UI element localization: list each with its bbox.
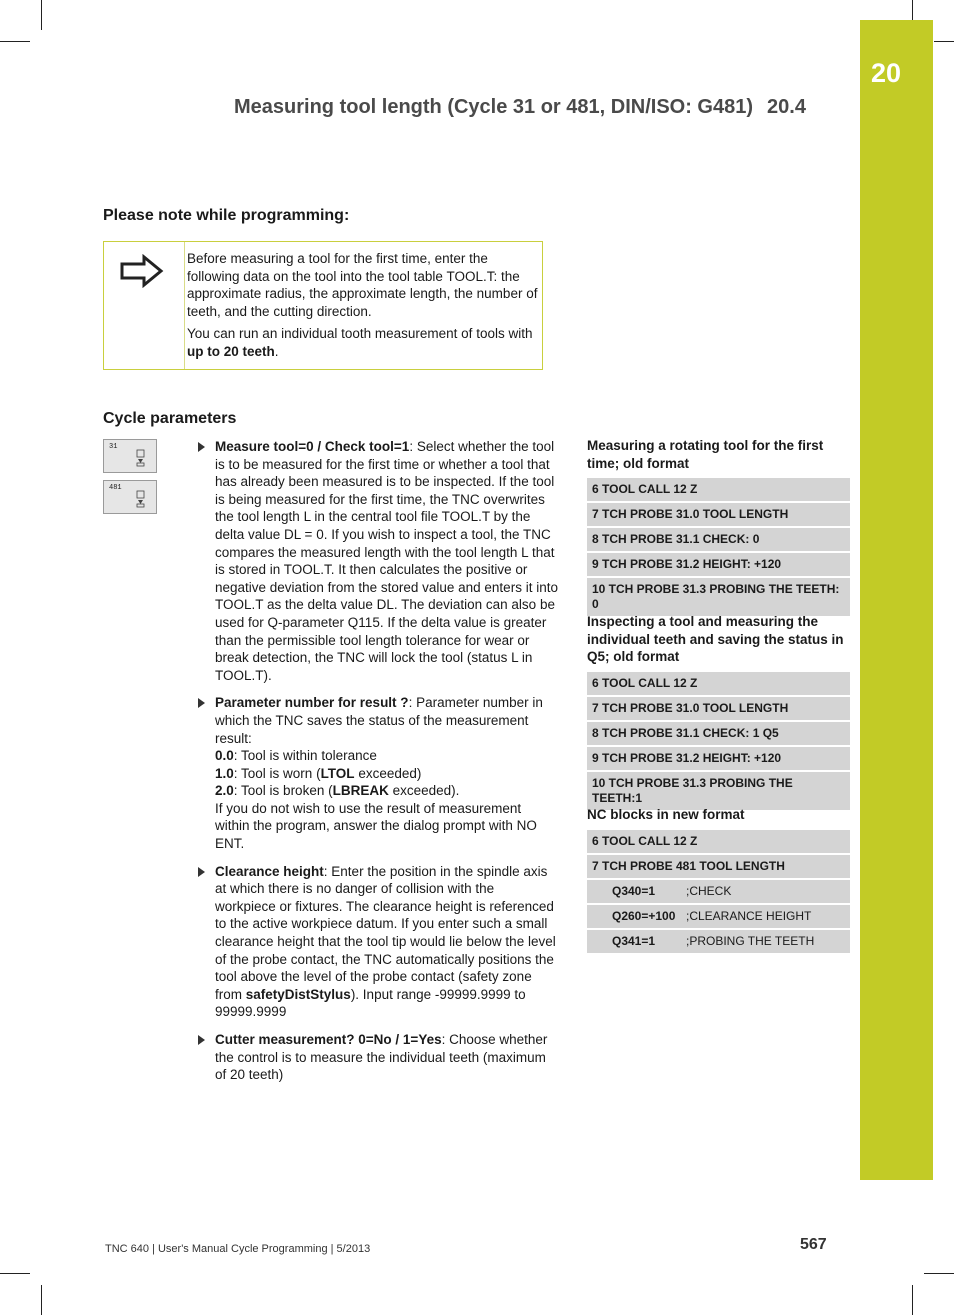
result-value: 0.0 — [215, 748, 234, 764]
example-caption: Inspecting a tool and measuring the individual teeth and saving the status in Q5; old format — [587, 614, 844, 664]
nc-comment: ;CLEARANCE HEIGHT — [686, 908, 812, 923]
result-text: : Tool is within tolerance — [233, 748, 377, 764]
nc-param: Q340=1 — [612, 883, 656, 898]
note-paragraph-1: Before measuring a tool for the first time, enter the following data on the tool into the tool table TOOL.T: the approximate radius, the approximate length, the number of teeth, and the cutting direction. — [187, 251, 538, 319]
nc-block-row: 6 TOOL CALL 12 Z — [587, 830, 850, 853]
parameter-item — [196, 438, 558, 684]
parameter-item — [196, 694, 558, 852]
parameter-note: If you do not wish to use the result of measurement within the program, answer the dialog prompt with NO ENT. — [215, 800, 537, 852]
example-caption: NC blocks in new format — [587, 807, 745, 822]
parameter-name: Measure tool=0 / Check tool=1 — [215, 439, 410, 454]
crop-mark — [912, 1285, 913, 1315]
nc-block-row: 8 TCH PROBE 31.1 CHECK: 0 — [587, 528, 850, 551]
parameter-item — [196, 1031, 558, 1084]
note-bold-text: up to 20 teeth — [187, 343, 275, 359]
bullet-triangle-icon — [198, 442, 205, 452]
header-title: Measuring tool length (Cycle 31 or 481, DIN/ISO: G481) — [234, 96, 754, 118]
parameter-description: : Enter the position in the spindle axis at which there is no danger of collision with the workpiece or fixtures. The clearance height is referenced to the active workpiece datum. If you enter such a small clearance height that the tool tip would lie below the level of the probe contact, the TNC automatically positions the tool above the level of the probe contact (safety zone from — [215, 863, 556, 1002]
section-number: 20.4 — [767, 96, 806, 118]
note-heading: Please note while programming: — [103, 207, 350, 224]
nc-block-table — [587, 830, 850, 953]
note-text-run: . — [274, 343, 279, 359]
probe-icon — [136, 449, 145, 467]
note-text-run: You can run an individual tooth measurement of tools with — [187, 326, 533, 341]
nc-block-row: 9 TCH PROBE 31.2 HEIGHT: +120 — [587, 553, 850, 576]
nc-param: Q260=+100 — [612, 908, 676, 923]
cycle-481-icon — [103, 480, 157, 514]
nc-comment: ;CHECK — [686, 883, 732, 898]
nc-param: Q341=1 — [612, 933, 656, 948]
nc-comment: ;PROBING THE TEETH — [686, 933, 815, 948]
cycle-parameters-heading: Cycle parameters — [103, 410, 237, 427]
nc-param-row — [587, 930, 850, 953]
nc-block-row: 10 TCH PROBE 31.3 PROBING THE TEETH: 0 — [587, 578, 850, 616]
page-number: 567 — [800, 1236, 827, 1253]
result-text: : Tool is broken ( — [233, 783, 333, 799]
result-keyword: LTOL — [320, 765, 355, 781]
crop-mark — [41, 1285, 42, 1315]
crop-mark — [912, 0, 913, 20]
nc-block-row: 7 TCH PROBE 481 TOOL LENGTH — [587, 855, 850, 878]
parameter-name: Cutter measurement? 0=No / 1=Yes — [215, 1032, 442, 1047]
note-paragraph-2 — [187, 325, 539, 360]
chapter-tab — [860, 20, 933, 1180]
result-text: exceeded) — [354, 765, 422, 781]
crop-mark — [934, 41, 954, 42]
note-text — [187, 250, 539, 365]
nc-block-row: 10 TCH PROBE 31.3 PROBING THE TEETH:1 — [587, 772, 850, 810]
nc-example-old — [587, 437, 850, 618]
crop-mark — [41, 0, 42, 30]
result-value: 2.0 — [215, 783, 234, 799]
parameter-list — [196, 438, 558, 1094]
nc-example-inspect — [587, 613, 850, 812]
parameter-keyword: safetyDistStylus — [245, 986, 351, 1002]
crop-mark — [0, 41, 30, 42]
cycle-31-icon — [103, 439, 157, 473]
parameter-name: Parameter number for result ? — [215, 695, 409, 711]
nc-block-row: 8 TCH PROBE 31.1 CHECK: 1 Q5 — [587, 722, 850, 745]
nc-block-row: 6 TOOL CALL 12 Z — [587, 478, 850, 501]
nc-param-row — [587, 905, 850, 928]
bullet-triangle-icon — [198, 698, 205, 708]
bullet-triangle-icon — [198, 867, 205, 877]
parameter-name: Clearance height — [215, 863, 324, 879]
crop-mark — [0, 1273, 30, 1274]
bullet-triangle-icon — [198, 1035, 205, 1045]
note-arrow-cell — [104, 242, 185, 369]
nc-block-row: 6 TOOL CALL 12 Z — [587, 672, 850, 695]
nc-block-table — [587, 478, 850, 616]
nc-block-row: 9 TCH PROBE 31.2 HEIGHT: +120 — [587, 747, 850, 770]
result-text: exceeded). — [388, 783, 460, 799]
example-caption: Measuring a rotating tool for the first time; old format — [587, 438, 824, 471]
parameter-description: : Choose whether the control is to measure the individual teeth (maximum of 20 teeth) — [215, 1032, 548, 1083]
icon-label: 31 — [109, 443, 118, 451]
parameter-description: : Select whether the tool is to be measured for the first time or whether a tool that has already been measured is to be inspected. If the tool is being measured for the first time, the TNC overwrites the tool length L in the central tool file TOOL.T by the delta value DL = 0. If you wish to inspect a tool, the TNC compares the measured length with the tool length L that is stored in TOOL.T. It then calculates the positive or negative deviation from the stored value and enters it into TOOL.T as the delta value DL. The deviation can also be used for Q-parameter Q115. If the delta value is greater than the permissible tool length tolerance for wear or break detection, the TNC will lock the tool (status L in TOOL.T). — [215, 439, 558, 683]
icon-label: 481 — [109, 484, 122, 492]
chapter-number: 20 — [870, 58, 902, 88]
footer-text: TNC 640 | User's Manual Cycle Programming | 5/2013 — [105, 1243, 371, 1255]
result-keyword: LBREAK — [332, 783, 389, 799]
nc-block-row: 7 TCH PROBE 31.0 TOOL LENGTH — [587, 503, 850, 526]
crop-mark — [924, 1273, 954, 1274]
page-header — [234, 96, 806, 119]
parameter-description: ). Input range -99999.9999 to 99999.9999 — [215, 986, 526, 1020]
nc-block-table — [587, 672, 850, 810]
right-arrow-icon — [120, 254, 164, 288]
probe-icon — [136, 490, 145, 508]
result-text: : Tool is worn ( — [233, 765, 321, 781]
result-value: 1.0 — [215, 765, 234, 781]
nc-block-row: 7 TCH PROBE 31.0 TOOL LENGTH — [587, 697, 850, 720]
parameter-description: : Parameter number in which the TNC saves the status of the measurement result: — [215, 695, 543, 746]
note-box — [103, 241, 543, 370]
nc-param-row — [587, 880, 850, 903]
nc-example-new — [587, 806, 850, 955]
parameter-item — [196, 863, 558, 1021]
